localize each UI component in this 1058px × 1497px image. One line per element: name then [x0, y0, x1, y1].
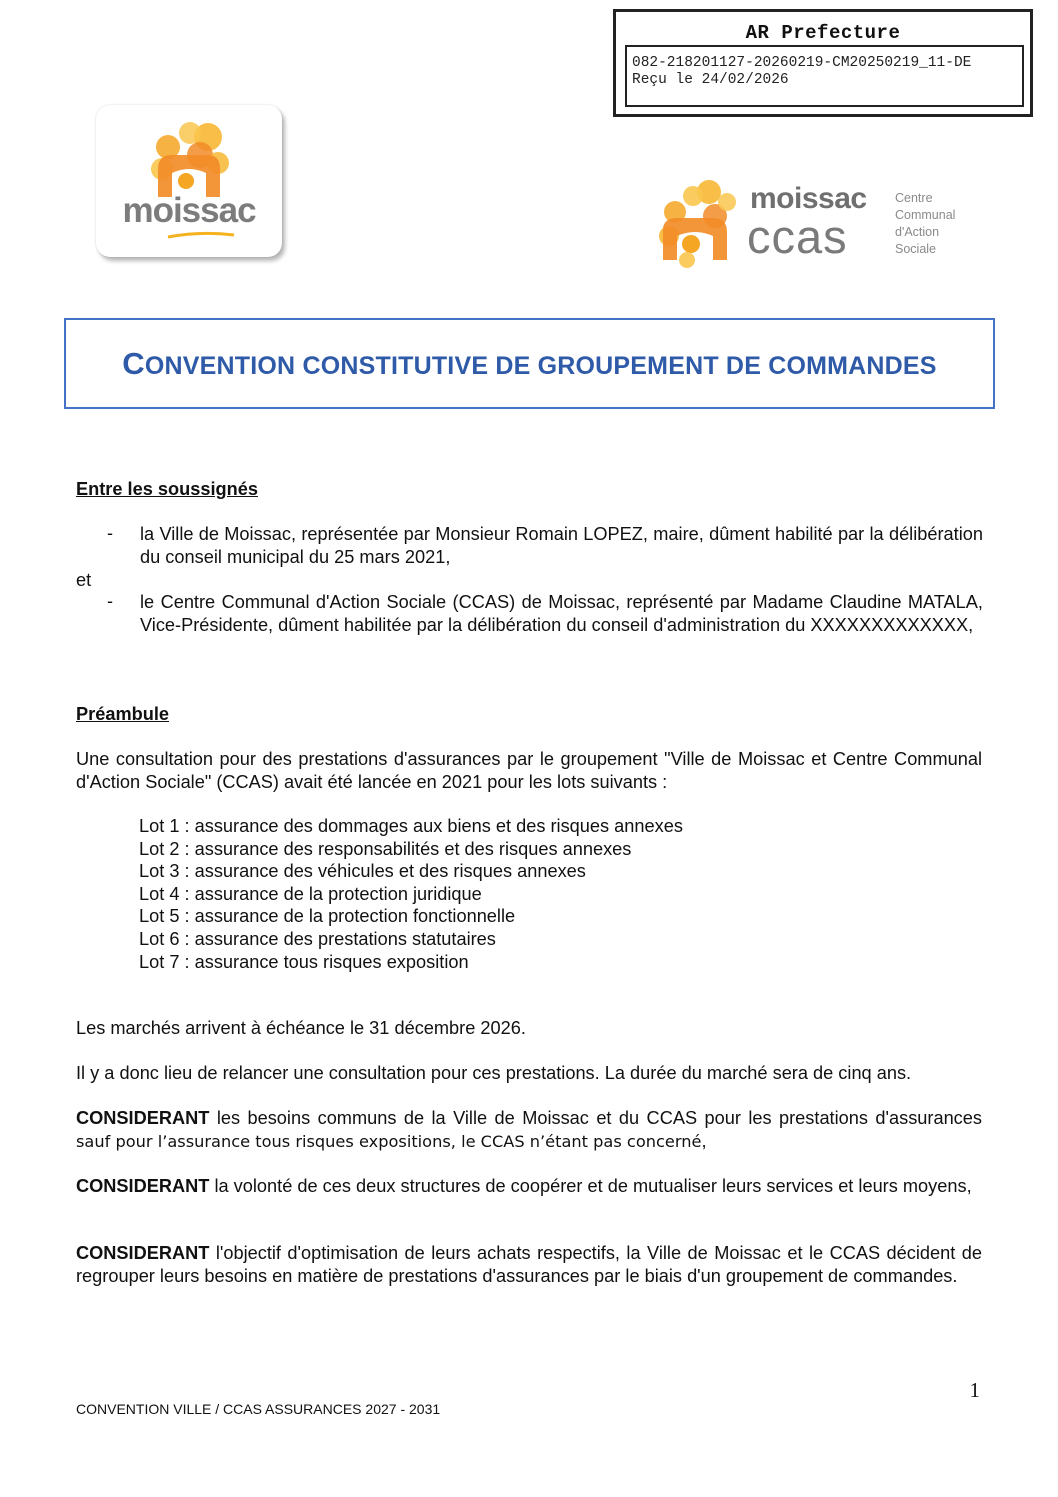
- preamble-text: Une consultation pour des prestations d'assurances par le groupement "Ville de Moissac et Centre Communal d'Action Sociale" (CCAS) avait été lancée en 2021 pour les lots suivants :: [76, 749, 982, 792]
- list-item: Lot 2 : assurance des responsabilités et des risques annexes: [139, 838, 632, 859]
- stamp-reference: 082-218201127-20260219-CM20250219_11-DE: [632, 55, 972, 71]
- lots-list: [139, 815, 683, 973]
- moissac-city-logo: [96, 105, 282, 257]
- considerant-label: CONSIDERANT: [76, 1243, 210, 1263]
- prefecture-stamp: [613, 9, 1033, 117]
- considerant-3: [76, 1242, 982, 1288]
- considerant-1-exception: sauf pour l’assurance tous risques expositions, le CCAS n’étant pas concerné: [76, 1132, 702, 1151]
- relaunch-text: Il y a donc lieu de relancer une consultation pour ces prestations. La durée du marché sera de cinq ans.: [76, 1063, 912, 1083]
- list-item: Lot 5 : assurance de la protection fonctionnelle: [139, 906, 516, 927]
- ccas-subtitle-line: Communal: [895, 208, 956, 222]
- title-initial: C: [122, 345, 145, 381]
- ccas-logo-moissac: moissac: [750, 182, 867, 215]
- stamp-title: AR Prefecture: [745, 22, 901, 44]
- list-item: Lot 7 : assurance tous risques exposition: [139, 951, 469, 972]
- ccas-logo-ccas: ccas: [747, 210, 848, 263]
- party-ccas: le Centre Communal d'Action Sociale (CCAS) de Moissac, représenté par Madame Claudine MATALA, Vice-Présidente, dûment habilitée par la délibération du conseil d'administration du XXXXXXXXXXXXX,: [140, 592, 983, 635]
- party-city: la Ville de Moissac, représentée par Monsieur Romain LOPEZ, maire, dûment habilité par la délibération du conseil municipal du 25 mars 2021,: [140, 524, 983, 567]
- parties-heading: Entre les soussignés: [76, 479, 258, 499]
- considerant-2: [76, 1175, 982, 1198]
- list-bullet: -: [107, 523, 113, 543]
- conjunction-et: et: [76, 570, 92, 590]
- ccas-subtitle-line: d'Action: [895, 225, 940, 239]
- list-item: Lot 1 : assurance des dommages aux biens et des risques annexes: [139, 816, 683, 836]
- list-item: Lot 6 : assurance des prestations statutaires: [139, 928, 496, 949]
- considerant-3-text: l'objectif d'optimisation de leurs achats respectifs, la Ville de Moissac et le CCAS décident de regrouper leurs besoins en matière de prestations d'assurances par le biais d'un groupement de commandes.: [76, 1243, 982, 1286]
- list-bullet: -: [107, 591, 113, 611]
- city-logo-text: moissac: [122, 191, 256, 230]
- considerant-1-end: ,: [701, 1131, 707, 1151]
- page-footer: CONVENTION VILLE / CCAS ASSURANCES 2027 - 2031: [76, 1401, 441, 1417]
- document-title-box: [64, 318, 995, 409]
- list-item: Lot 4 : assurance de la protection juridique: [139, 883, 482, 904]
- ccas-subtitle-line: Centre: [895, 191, 933, 205]
- document-title: [122, 346, 936, 382]
- considerant-label: CONSIDERANT: [76, 1108, 210, 1128]
- considerant-2-text: la volonté de ces deux structures de coopérer et de mutualiser leurs services et leurs moyens,: [214, 1176, 972, 1196]
- stamp-details: [625, 45, 1024, 107]
- ccas-emblem-icon: [657, 178, 747, 270]
- stamp-received-date: Reçu le 24/02/2026: [632, 72, 789, 88]
- list-item: Lot 3 : assurance des véhicules et des risques annexes: [139, 861, 586, 882]
- considerant-label: CONSIDERANT: [76, 1176, 210, 1196]
- ccas-logo: [657, 178, 977, 270]
- moissac-emblem-icon: [96, 105, 282, 257]
- considerant-1: [76, 1107, 982, 1153]
- ccas-logo-subtitle: [895, 190, 955, 258]
- ccas-subtitle-line: Sociale: [895, 242, 936, 256]
- preamble-heading: Préambule: [76, 704, 169, 724]
- title-rest: ONVENTION CONSTITUTIVE DE GROUPEMENT DE COMMANDES: [144, 351, 937, 380]
- page-number: 1: [969, 1378, 980, 1402]
- markets-end-text: Les marchés arrivent à échéance le 31 décembre 2026.: [76, 1018, 526, 1038]
- considerant-1-text: les besoins communs de la Ville de Moissac et du CCAS pour les prestations d'assurances: [216, 1108, 982, 1128]
